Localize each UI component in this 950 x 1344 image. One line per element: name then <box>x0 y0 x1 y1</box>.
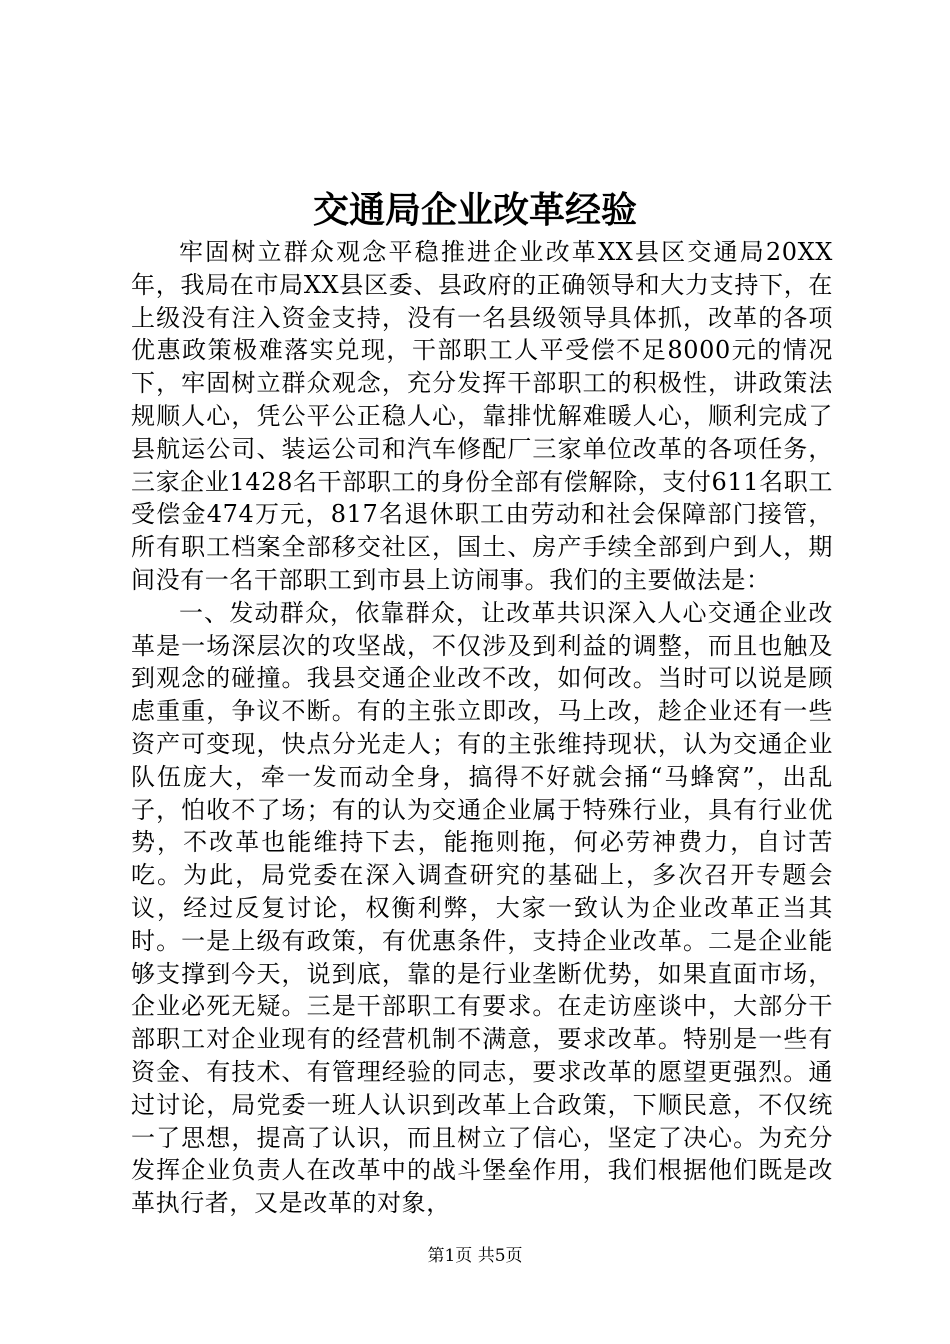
page-number: 第1页 共5页 <box>427 1246 523 1266</box>
document-body <box>131 236 833 1220</box>
paragraph-section-one: 一、发动群众，依靠群众，让改革共识深入人心交通企业改革是一场深层次的攻坚战，不仅涉及到利益的调整，而且也触及到观念的碰撞。我县交通企业改不改，如何改。当时可以说是顾虑重重，争议不断。有的主张立即改，马上改，趁企业还有一些资产可变现，快点分光走人；有的主张维持现状，认为交通企业队伍庞大，牵一发而动全身，搞得不好就会捅“马蜂窝”，出乱子，怕收不了场；有的认为交通企业属于特殊行业，具有行业优势，不改革也能维持下去，能拖则拖，何必劳神费力，自讨苦吃。为此，局党委在深入调查研究的基础上，多次召开专题会议，经过反复讨论，权衡利弊，大家一致认为企业改革正当其时。一是上级有政策，有优惠条件，支持企业改革。二是企业能够支撑到今天，说到底，靠的是行业垄断优势，如果直面市场，企业必死无疑。三是干部职工有要求。在走访座谈中，大部分干部职工对企业现有的经营机制不满意，要求改革。特别是一些有资金、有技术、有管理经验的同志，要求改革的愿望更强烈。通过讨论，局党委一班人认识到改革上合政策，下顺民意，不仅统一了思想，提高了认识，而且树立了信心，坚定了决心。为充分发挥企业负责人在改革中的战斗堡垒作用，我们根据他们既是改革执行者，又是改革的对象， <box>131 598 833 1218</box>
paragraph-intro: 牢固树立群众观念平稳推进企业改革XX县区交通局20XX年，我局在市局XX县区委、县政府的正确领导和大力支持下，在上级没有注入资金支持，没有一名县级领导具体抓，改革的各项优惠政策极难落实兑现，干部职工人平受偿不足8000元的情况下，牢固树立群众观念，充分发挥干部职工的积极性，讲政策法规顺人心，凭公平公正稳人心，靠排忧解难暖人心，顺利完成了县航运公司、装运公司和汽车修配厂三家单位改革的各项任务，三家企业1428名干部职工的身份全部有偿解除，支付611名职工受偿金474万元，817名退休职工由劳动和社会保障部门接管，所有职工档案全部移交社区，国土、房产手续全部到户到人，期间没有一名干部职工到市县上访闹事。我们的主要做法是： <box>131 238 833 594</box>
document-title: 交通局企业改革经验 <box>312 189 637 231</box>
